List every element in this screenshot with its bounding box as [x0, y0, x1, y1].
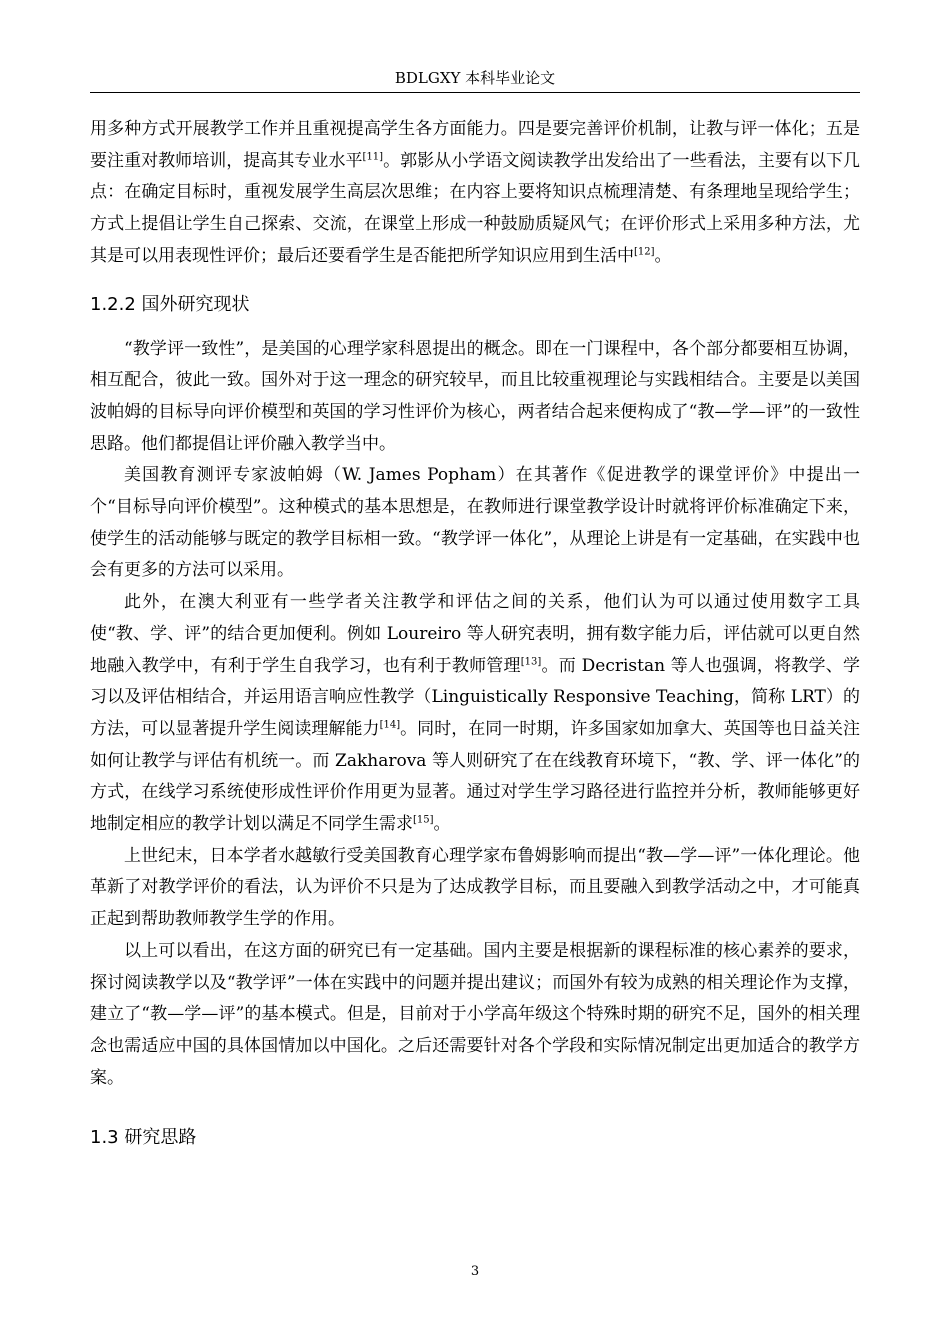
- paragraph: 以上可以看出，在这方面的研究已有一定基础。国内主要是根据新的课程标准的核心素养的要求，探讨阅读教学以及“教学评”一体在实践中的问题并提出建议；而国外有较为成熟的相关理论作为支撑，建立了“教—学—评”的基本模式。但是，目前对于小学高年级这个特殊时期的研究不足，国外的相关理念也需适应中国的具体国情加以中国化。之后还需要针对各个学段和实际情况制定出更加适合的教学方案。: [90, 940, 860, 1088]
- paragraph: 此外，在澳大利亚有一些学者关注教学和评估之间的关系，他们认为可以通过使用数字工具使“教、学、评”的结合更加便利。例如 Loureiro 等人研究表明，拥有数字能力后，评估就可以更自然地融入教学中，有利于学生自我学习，也有利于教师管理[13]。而 Decristan 等人也强调，将教学、学习以及评估相结合，并运用语言响应性教学（Linguistically Responsive Teaching，简称 LRT）的方法，可以显著提升学生阅读理解能力[14]。同时，在同一时期，许多国家如加拿大、英国等也日益关注如何让教学与评估有机统一。而 Zakharova 等人则研究了在在线教育环境下，“教、学、评一体化”的方式，在线学习系统使形成性评价作用更为显著。通过对学生学习路径进行监控并分析，教师能够更好地制定相应的教学计划以满足不同学生需求[15]。: [90, 592, 861, 835]
- citation: [11]: [362, 151, 384, 163]
- citation: [12]: [634, 246, 655, 258]
- citation: [15]: [413, 814, 434, 826]
- paragraph-continued: 用多种方式开展教学工作并且重视提高学生各方面能力。四是要完善评价机制，让教与评一体化；五是要注重对教师培训，提高其专业水平[11]。郭影从小学语文阅读教学出发给出了一些看法，主要有以下几点：在确定目标时，重视发展学生高层次思维；在内容上要将知识点梳理清楚、有条理地呈现给学生；方式上提倡让学生自己探索、交流，在课堂上形成一种鼓励质疑风气；在评价形式上采用多种方法，尤其是可以用表现性评价；最后还要看学生是否能把所学知识应用到生活中[12]。: [90, 119, 861, 266]
- document-body: [90, 114, 860, 1150]
- citation: [13]: [520, 655, 542, 667]
- running-header: BDLGXY 本科毕业论文: [394, 69, 556, 87]
- page-number: 3: [470, 1264, 480, 1279]
- paragraph: “教学评一致性”，是美国的心理学家科恩提出的概念。即在一门课程中，各个部分都要相互协调，相互配合，彼此一致。国外对于这一理念的研究较早，而且比较重视理论与实践相结合。主要是以美国波帕姆的目标导向评价模型和英国的学习性评价为核心，两者结合起来便构成了“教—学—评”的一致性思路。他们都提倡让评价融入教学当中。: [90, 338, 860, 454]
- paragraph: 美国教育测评专家波帕姆（W. James Popham）在其著作《促进教学的课堂评价》中提出一个“目标导向评价模型”。这种模式的基本思想是，在教师进行课堂教学设计时就将评价标准确定下来，使学生的活动能够与既定的教学目标相一致。“教学评一体化”，从理论上讲是有一定基础，在实践中也会有更多的方法可以采用。: [90, 465, 860, 581]
- header-rule: [90, 92, 860, 93]
- citation: [14]: [379, 719, 401, 731]
- section-heading-1-2-2: 1.2.2 国外研究现状: [90, 293, 250, 315]
- section-heading-1-3: 1.3 研究思路: [90, 1127, 197, 1149]
- paragraph: 上世纪末，日本学者水越敏行受美国教育心理学家布鲁姆影响而提出“教—学—评”一体化理论。他革新了对教学评价的看法，认为评价不只是为了达成教学目标，而且要融入到教学活动之中，才可能真正起到帮助教师教学生学的作用。: [90, 845, 860, 930]
